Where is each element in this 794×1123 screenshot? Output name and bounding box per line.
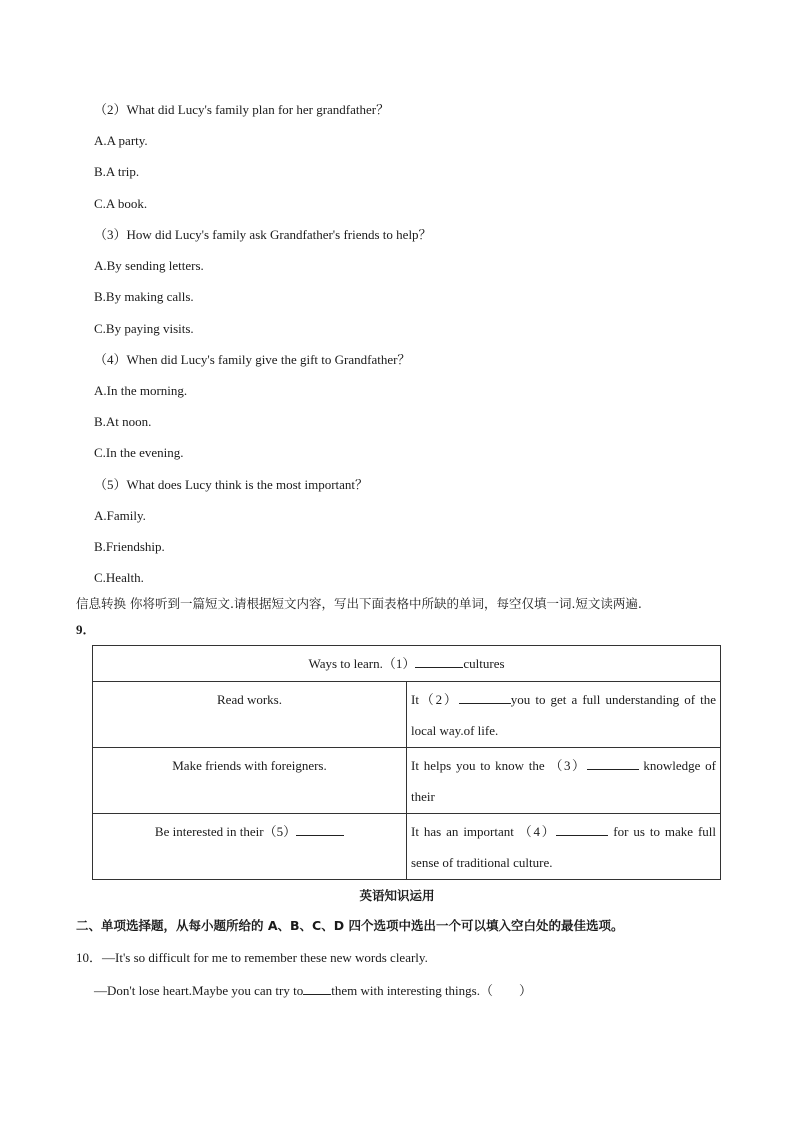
- row-3-left-pre: Be interested in their（5）: [154, 824, 297, 839]
- question-3-option-b[interactable]: B.By making calls.: [94, 289, 194, 304]
- question-4-stem: （4）When did Lucy's family give the gift to Grandfather？: [94, 352, 411, 367]
- header-text-post: cultures: [463, 656, 505, 671]
- row-1-right-pre: It（2）: [411, 692, 459, 707]
- question-5-stem: （5）What does Lucy think is the most important？: [94, 477, 369, 492]
- question-10-dialog-1: —It's so difficult for me to remember these new words clearly.: [102, 950, 428, 965]
- question-2-option-b[interactable]: B.A trip.: [94, 164, 140, 179]
- table-row-1-right: [407, 682, 721, 748]
- info-instruction: 信息转换 你将听到一篇短文.请根据短文内容，写出下面表格中所缺的单词，每空仅填一词.短文读两遍.: [76, 596, 642, 611]
- row-3-right-pre: It has an important （4）: [411, 824, 557, 839]
- row-1-right-post: you to get a full understanding of the local way.of life.: [411, 692, 716, 738]
- table-row-2-left: [93, 748, 407, 814]
- knowledge-heading: 英语知识运用: [359, 888, 435, 903]
- blank-4[interactable]: [556, 823, 608, 836]
- row-2-right-post: knowledge of their: [411, 758, 717, 804]
- row-1-left-text: Read works.: [217, 692, 282, 707]
- question-2-option-a[interactable]: A.A party.: [94, 133, 148, 148]
- blank-2[interactable]: [459, 691, 511, 704]
- table-row-3-left: [93, 814, 407, 880]
- question-3-stem: （3）How did Lucy's family ask Grandfather's friends to help？: [94, 227, 432, 242]
- question-4-option-c[interactable]: C.In the evening.: [94, 445, 184, 460]
- row-2-left-text: Make friends with foreigners.: [172, 758, 327, 773]
- question-10-number: 10．: [76, 950, 103, 965]
- question-5-option-b[interactable]: B.Friendship.: [94, 539, 165, 554]
- blank-3[interactable]: [587, 757, 639, 770]
- info-table: [92, 645, 721, 880]
- question-10-dialog-2-post: them with interesting things.（ ）: [331, 983, 532, 998]
- question-10-dialog-2-pre: —Don't lose heart.Maybe you can try to: [94, 983, 304, 998]
- question-10-blank[interactable]: [303, 982, 331, 995]
- question-3-option-c[interactable]: C.By paying visits.: [94, 321, 194, 336]
- question-4-option-a[interactable]: A.In the morning.: [94, 383, 188, 398]
- question-10-line-2: [94, 982, 532, 999]
- question-5-option-c[interactable]: C.Health.: [94, 570, 144, 585]
- question-5-option-a[interactable]: A.Family.: [94, 508, 146, 523]
- question-2-stem: （2）What did Lucy's family plan for her grandfather？: [94, 102, 390, 117]
- info-table-header: [93, 646, 721, 682]
- question-10-line-1: [76, 950, 428, 966]
- table-row-3-right: [407, 814, 721, 880]
- blank-5[interactable]: [296, 823, 344, 836]
- question-4-option-b[interactable]: B.At noon.: [94, 414, 152, 429]
- question-3-option-a[interactable]: A.By sending letters.: [94, 258, 204, 273]
- row-3-right-post: for us to make full sense of traditional culture.: [411, 824, 717, 870]
- table-row-2-right: [407, 748, 721, 814]
- table-row-1-left: [93, 682, 407, 748]
- section-two-title: 二、单项选择题，从每小题所给的 A、B、C、D 四个选项中选出一个可以填入空白处的最佳选项。: [76, 918, 624, 933]
- blank-1[interactable]: [415, 655, 463, 668]
- question-2-option-c[interactable]: C.A book.: [94, 196, 148, 211]
- header-text-pre: Ways to learn.（1）: [308, 656, 416, 671]
- question-9-number: 9．: [76, 622, 96, 637]
- row-2-right-pre: It helps you to know the （3）: [411, 758, 587, 773]
